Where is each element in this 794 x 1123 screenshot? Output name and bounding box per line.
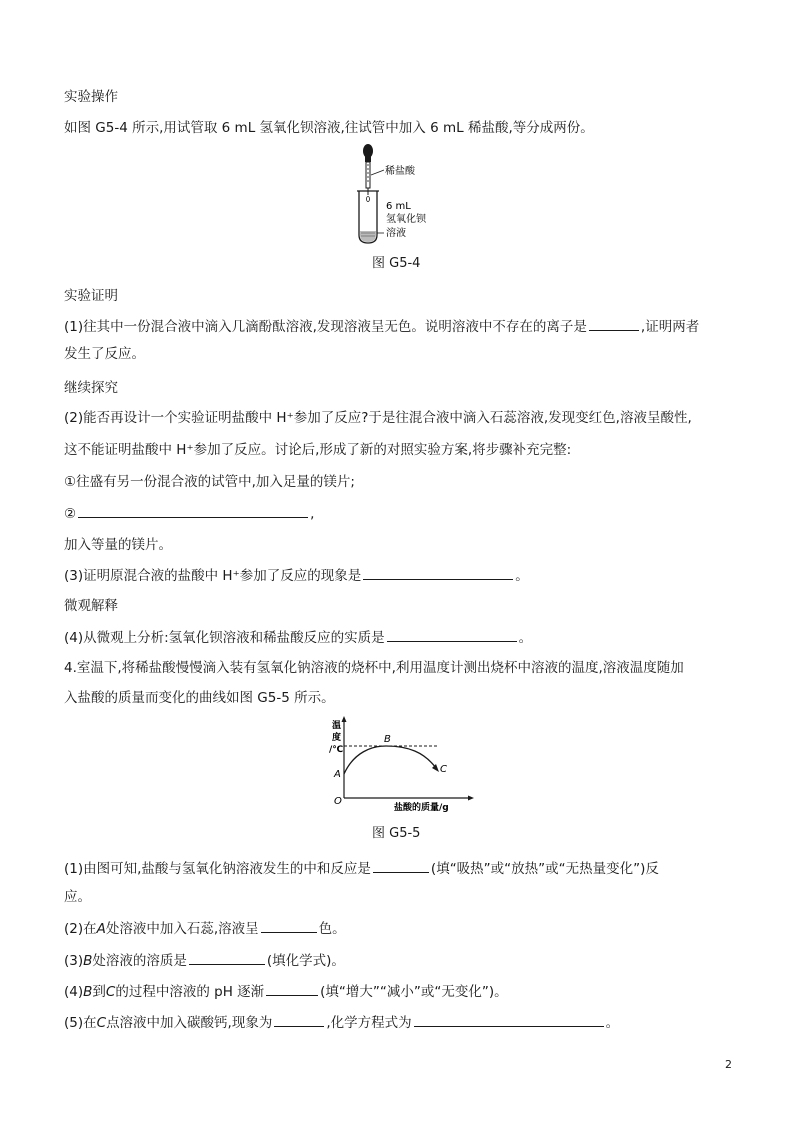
answer-blank-q3[interactable] xyxy=(363,565,513,580)
question-4-end: 。 xyxy=(518,630,533,646)
sub-question-1 xyxy=(64,858,659,879)
question-1-cont: 发生了反应。 xyxy=(64,346,145,362)
section-heading-experiment-proof: 实验证明 xyxy=(64,288,118,304)
experiment-operation-text: 如图 G5-4 所示,用试管取 6 mL 氢氧化钡溶液,往试管中加入 6 mL 稀盐酸,等分成两份。 xyxy=(64,120,594,136)
step-2 xyxy=(64,503,314,524)
sub-question-2-prefix: (2)在 xyxy=(64,921,97,937)
answer-blank-s1[interactable] xyxy=(373,858,429,873)
sub-question-3 xyxy=(64,950,345,971)
question-3-text: (3)证明原混合液的盐酸中 H⁺参加了反应的现象是 xyxy=(64,568,362,584)
sub-question-5-end: 。 xyxy=(605,1015,620,1031)
sub-question-1-text: (1)由图可知,盐酸与氢氧化钠溶液发生的中和反应是 xyxy=(64,861,371,877)
fig1-label-volume: 6 mL xyxy=(386,201,411,212)
fig1-label-base-1: 氢氧化钡 xyxy=(386,214,426,225)
answer-blank-step-2[interactable] xyxy=(78,503,308,518)
sub-question-2 xyxy=(64,918,346,939)
step-1: ①往盛有另一份混合液的试管中,加入足量的镁片; xyxy=(64,474,355,490)
sub-question-5-text: 点溶液中加入碳酸钙,现象为 xyxy=(106,1015,273,1031)
answer-blank-s2[interactable] xyxy=(261,918,317,933)
problem-4-line-2: 入盐酸的质量而变化的曲线如图 G5-5 所示。 xyxy=(64,690,335,706)
point-c-ref: C xyxy=(105,984,116,1000)
sub-question-4 xyxy=(64,981,508,1002)
sub-question-2-end: 色。 xyxy=(318,921,346,937)
point-a-ref: A xyxy=(96,921,106,937)
question-4 xyxy=(64,627,532,648)
step-2-number: ② xyxy=(64,506,77,522)
temperature-curve xyxy=(344,746,436,774)
fig1-label-acid: 稀盐酸 xyxy=(385,166,415,177)
sub-question-1-cont: 应。 xyxy=(64,889,91,905)
sub-question-4-options: (填“增大”“减小”或“无变化”)。 xyxy=(320,984,508,1000)
question-2-line-1: (2)能否再设计一个实验证明盐酸中 H⁺参加了反应?于是往混合液中滴入石蕊溶液,发现变红色,溶液呈酸性, xyxy=(64,410,692,426)
question-1-text: (1)往其中一份混合液中滴入几滴酚酞溶液,发现溶液呈无色。说明溶液中不存在的离子是 xyxy=(64,319,587,335)
answer-blank-s5-equation[interactable] xyxy=(414,1012,604,1027)
fig1-label-base-2: 溶液 xyxy=(386,228,406,239)
question-3-end: 。 xyxy=(515,568,529,584)
answer-blank-s4[interactable] xyxy=(266,981,318,996)
question-2-line-2: 这不能证明盐酸中 H⁺参加了反应。讨论后,形成了新的对照实验方案,将步骤补充完整: xyxy=(64,442,572,458)
step-3: 加入等量的镁片。 xyxy=(64,537,172,553)
sub-question-4-text: 的过程中溶液的 pH 逐渐 xyxy=(115,984,265,1000)
figure-g5-5-caption: 图 G5-5 xyxy=(372,826,421,841)
question-3 xyxy=(64,565,529,586)
point-c-label: C xyxy=(440,764,447,775)
sub-question-4-to: 到 xyxy=(92,984,106,1000)
sub-question-4-prefix: (4) xyxy=(64,984,84,1000)
point-b-ref-2: B xyxy=(83,984,93,1000)
sub-question-5-text-2: ,化学方程式为 xyxy=(326,1015,412,1031)
point-c-ref-2: C xyxy=(96,1015,107,1031)
answer-blank-s3[interactable] xyxy=(189,950,265,965)
question-4-text: (4)从微观上分析:氢氧化钡溶液和稀盐酸反应的实质是 xyxy=(64,630,385,646)
page-number: 2 xyxy=(725,1058,732,1071)
sub-question-3-prefix: (3) xyxy=(64,953,84,969)
step-2-end: , xyxy=(310,506,315,522)
section-heading-continue: 继续探究 xyxy=(64,380,118,396)
point-a-label: A xyxy=(334,769,341,780)
sub-question-3-end: (填化学式)。 xyxy=(266,953,345,969)
point-b-label: B xyxy=(384,734,391,745)
section-heading-micro: 微观解释 xyxy=(64,598,118,614)
sub-question-5-prefix: (5)在 xyxy=(64,1015,97,1031)
y-label-2: 度 xyxy=(332,733,342,743)
question-1-text-end: ,证明两者 xyxy=(640,319,700,335)
y-label-1: 温 xyxy=(332,721,342,731)
origin-label: O xyxy=(334,796,342,807)
figure-g5-5 xyxy=(320,712,480,812)
sub-question-3-text: 处溶液的溶质是 xyxy=(92,953,187,969)
x-axis-label: 盐酸的质量/g xyxy=(394,803,449,812)
figure-g5-4-caption: 图 G5-4 xyxy=(372,256,421,271)
section-heading-experiment-operation: 实验操作 xyxy=(64,89,118,105)
problem-4-line-1: 4.室温下,将稀盐酸慢慢滴入装有氢氧化钠溶液的烧杯中,利用温度计测出烧杯中溶液的温度,溶液温度随加 xyxy=(64,660,684,676)
test-tube-icon xyxy=(357,191,379,243)
answer-blank-q4[interactable] xyxy=(387,627,517,642)
sub-question-2-text: 处溶液中加入石蕊,溶液呈 xyxy=(105,921,259,937)
answer-blank-s5-phenomenon[interactable] xyxy=(274,1012,324,1027)
sub-question-1-options: (填“吸热”或“放热”或“无热量变化”)反 xyxy=(430,861,659,877)
question-1 xyxy=(64,316,699,337)
dropper-icon xyxy=(363,144,373,202)
point-b-ref: B xyxy=(83,953,93,969)
answer-blank-q1[interactable] xyxy=(589,316,639,331)
figure-g5-4 xyxy=(340,143,450,248)
y-label-3: /℃ xyxy=(329,745,344,755)
sub-question-5 xyxy=(64,1012,619,1033)
